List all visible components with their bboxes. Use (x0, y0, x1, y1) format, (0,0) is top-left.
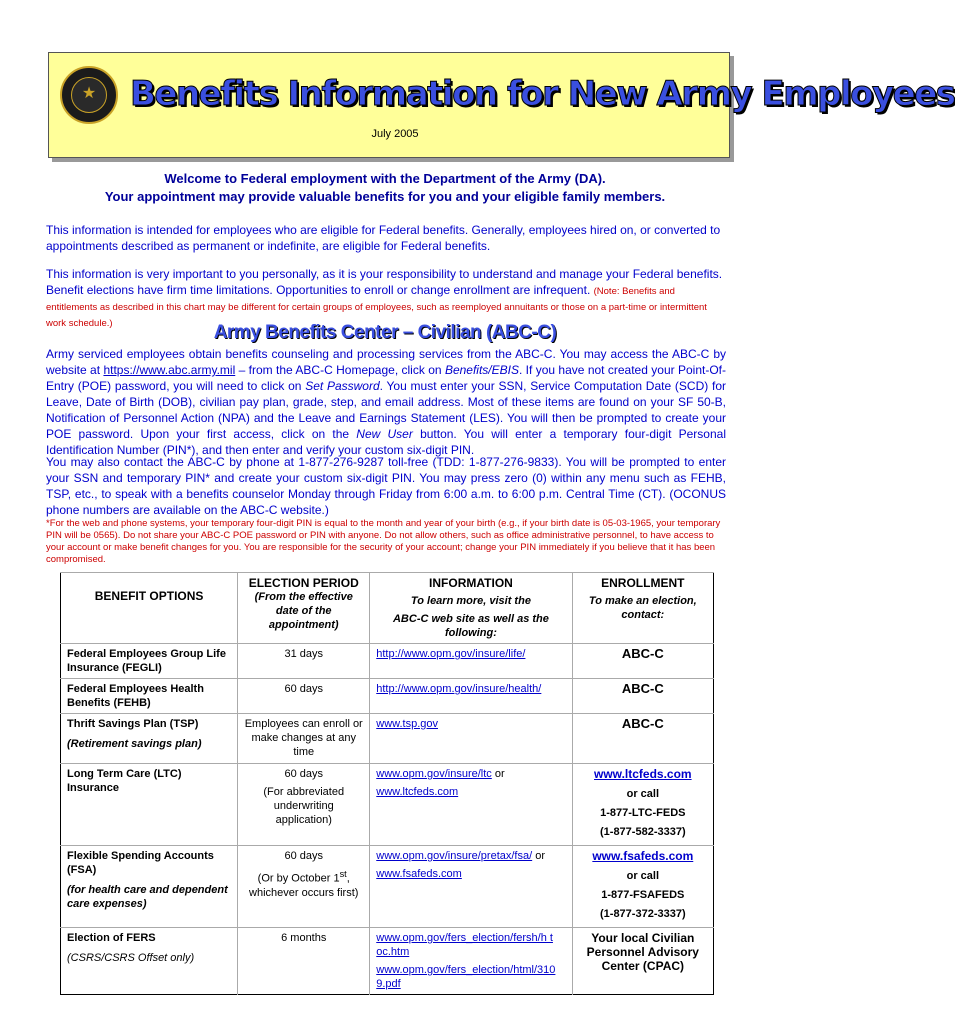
info-cell (370, 764, 572, 846)
info-cell (370, 714, 572, 764)
intro-p2-text: This information is very important to you personally, as it is your responsibility to understand and manage your Federal benefits. Benefit elections have firm time limitations. Opportunities to enroll or change enrollment are infrequent. (46, 267, 723, 297)
benefit-name: Federal Employees Health Benefits (FEHB) (67, 683, 204, 709)
pin-note (46, 518, 726, 566)
intro-paragraph-2 (46, 266, 726, 330)
info-cell (370, 644, 572, 679)
header-info-sub-1: To learn more, visit the (410, 595, 531, 607)
abc-p1-d: . You must enter your SSN, Service Computation Date (SCD) for Leave, Date of Birth (DOB), civilian pay plan, grade, step, and email address. Most of these items are found on your SF 50-B, Notification of Personnel Action (NPA) and the Leave and Earnings Statement (LES). You will then be prompted to create your POE password. Upon your first access, click on the (46, 379, 726, 441)
info-link-suffix: or (532, 850, 545, 862)
period-value: 60 days (284, 850, 323, 862)
period-value: 31 days (284, 648, 323, 660)
table-row-fers (61, 928, 714, 995)
period-sub-b: , whichever occurs first) (249, 872, 359, 899)
header-benefit-label: BENEFIT OPTIONS (94, 589, 204, 603)
info-link[interactable]: www.opm.gov/insure/pretax/fsa/ (376, 850, 533, 862)
info-link-suffix: or (491, 768, 505, 780)
benefit-name: Election of FERS (67, 932, 156, 944)
benefit-name: Long Term Care (LTC) Insurance (67, 768, 182, 794)
period-subtitle: (For abbreviated underwriting application) (263, 786, 345, 826)
benefit-cell (61, 644, 238, 679)
enroll-cell (572, 714, 713, 764)
period-value: 60 days (284, 683, 323, 695)
table-row-fehb (61, 679, 714, 714)
benefit-name: Thrift Savings Plan (TSP) (67, 718, 199, 730)
enroll-phone: 1-877-FSAFEDS (601, 889, 685, 901)
abc-paragraph-1 (46, 346, 726, 458)
abc-p1-e: button. You will enter a temporary four-digit Personal Identification Number (PIN*), and then enter and verify your custom six-digit PIN. (46, 427, 726, 457)
abc-p1-c: . If you have not created your Point-Of-Entry (POE) password, you will need to click on (46, 363, 726, 393)
header-enroll-sub: To make an election, contact: (588, 595, 697, 621)
header-info-label: INFORMATION (429, 576, 513, 590)
enroll-cell (572, 928, 713, 995)
abc-p1-newuser: New User (356, 427, 413, 441)
benefit-cell (61, 714, 238, 764)
period-sub-a: (Or by October 1 (257, 872, 340, 885)
info-cell (370, 928, 572, 995)
period-sup: st (339, 869, 347, 879)
period-cell (238, 846, 370, 928)
abc-p1-a: Army serviced employees obtain benefits counseling and processing services from the ABC-C. You may access the ABC-C by website at (46, 347, 726, 377)
abc-section-heading: Army Benefits Center – Civilian (ABC-C) (213, 322, 557, 343)
header-benefit-options (61, 573, 238, 644)
welcome-line-2: Your appointment may provide valuable benefits for you and your eligible family members. (104, 189, 666, 204)
enroll-contact: ABC-C (621, 646, 664, 661)
period-value: Employees can enroll or make changes at any time (244, 718, 363, 758)
enroll-contact: Your local Civilian Personnel Advisory Center (CPAC) (586, 931, 699, 973)
table-row-ltc (61, 764, 714, 846)
info-link[interactable]: www.opm.gov/insure/ltc (376, 768, 492, 780)
enroll-cell (572, 644, 713, 679)
table-row-fsa (61, 846, 714, 928)
info-link[interactable]: www.tsp.gov (376, 718, 438, 730)
enroll-cell (572, 846, 713, 928)
benefit-cell (61, 764, 238, 846)
abc-p1-setpw: Set Password (305, 379, 380, 393)
enroll-cell (572, 764, 713, 846)
period-value: 60 days (284, 768, 323, 780)
benefit-cell (61, 846, 238, 928)
publication-date: July 2005 (371, 128, 419, 140)
info-cell (370, 679, 572, 714)
enroll-link[interactable]: www.ltcfeds.com (594, 767, 692, 781)
period-value: 6 months (281, 932, 327, 944)
header-info-sub-2: ABC-C web site as well as the following: (392, 613, 549, 639)
benefit-subtitle: (for health care and dependent care expenses) (67, 884, 228, 910)
enroll-or-call: or call (626, 788, 660, 800)
enroll-phone-numeric: (1-877-582-3337) (600, 826, 686, 838)
abc-paragraph-2 (46, 454, 726, 518)
abc-website-link[interactable]: https://www.abc.army.mil (103, 363, 236, 377)
seal-star-icon: ★ (81, 85, 97, 102)
table-row-fegli (61, 644, 714, 679)
welcome-message (40, 170, 730, 206)
period-cell (238, 764, 370, 846)
info-link-secondary[interactable]: www.fsafeds.com (376, 868, 462, 880)
table-header-row (61, 573, 714, 644)
enroll-contact: ABC-C (621, 681, 664, 696)
abc-p1-b: – from the ABC-C Homepage, click on (235, 363, 445, 377)
army-seal-icon (60, 66, 118, 124)
enroll-phone-numeric: (1-877-372-3337) (600, 908, 686, 920)
enroll-or-call: or call (626, 870, 660, 882)
info-link-secondary[interactable]: www.ltcfeds.com (376, 786, 459, 798)
period-cell (238, 644, 370, 679)
enroll-contact: ABC-C (621, 716, 664, 731)
welcome-line-1: Welcome to Federal employment with the Department of the Army (DA). (164, 171, 606, 186)
abc-p2-text: You may also contact the ABC-C by phone at 1-877-276-9287 toll-free (TDD: 1-877-276-9833). You will be prompted to enter your SSN and temporary PIN* and create your custom six-digit PIN. You may press zero (0) within any menu such as FEHB, TSP, etc., to speak with a benefits counselor Monday through Friday from 6:00 a.m. to 6:00 p.m. Central Time (CT). (OCONUS phone numbers are available on the ABC-C website.) (46, 455, 726, 517)
benefit-subtitle: (CSRS/CSRS Offset only) (67, 952, 195, 964)
intro-p1-text: This information is intended for employees who are eligible for Federal benefits. Generally, employees hired on, or converted to appointments described as permanent or indefinite, are eligible for Federal benefits. (46, 223, 721, 253)
benefit-cell (61, 928, 238, 995)
abc-p1-ebis: Benefits/EBIS (444, 363, 519, 377)
pin-note-text: *For the web and phone systems, your temporary four-digit PIN is equal to the month and year of your birth (e.g., if your birth date is 05-03-1965, your temporary PIN will be 0565). Do not share your ABC-C POE password or PIN with anyone. Do not allow others, such as office administrative personnel, to have access to your account or make benefit changes for you. You are responsible for the security of your account; change your PIN immediately if you believe that it has been compromised. (46, 518, 721, 565)
header-information (370, 573, 572, 644)
info-link[interactable]: http://www.opm.gov/insure/health/ (376, 683, 542, 695)
info-link[interactable]: http://www.opm.gov/insure/life/ (376, 648, 526, 660)
info-cell (370, 846, 572, 928)
enroll-phone: 1-877-LTC-FEDS (600, 807, 686, 819)
info-link[interactable]: www.opm.gov/fers_election/fersh/h t oc.htm (376, 932, 553, 958)
benefit-subtitle: (Retirement savings plan) (67, 738, 202, 750)
table-row-tsp (61, 714, 714, 764)
info-link-secondary[interactable]: www.opm.gov/fers_election/html/310 9.pdf (376, 964, 556, 990)
intro-paragraph-1 (46, 222, 726, 254)
period-subtitle (244, 867, 363, 900)
period-cell (238, 714, 370, 764)
benefits-table (60, 572, 714, 995)
intro-note: (Note: Benefits and entitlements as described in this chart may be different for certain groups of employees, such as reemployed annuitants or those on a part-time or intermittent work schedule.) (46, 286, 707, 329)
seal-inner-ring (71, 77, 107, 113)
benefit-name: Flexible Spending Accounts (FSA) (67, 850, 214, 876)
page-title: Benefits Information for New Army Employees (130, 74, 955, 114)
benefit-name: Federal Employees Group Life Insurance (FEGLI) (67, 648, 226, 674)
enroll-cell (572, 679, 713, 714)
enroll-link[interactable]: www.fsafeds.com (592, 849, 694, 863)
benefit-cell (61, 679, 238, 714)
header-election-label: ELECTION PERIOD (248, 576, 359, 590)
header-enrollment (572, 573, 713, 644)
header-enroll-label: ENROLLMENT (601, 576, 685, 590)
header-election-period (238, 573, 370, 644)
period-cell (238, 679, 370, 714)
header-election-sub: (From the effective date of the appointment) (254, 591, 353, 631)
period-cell (238, 928, 370, 995)
